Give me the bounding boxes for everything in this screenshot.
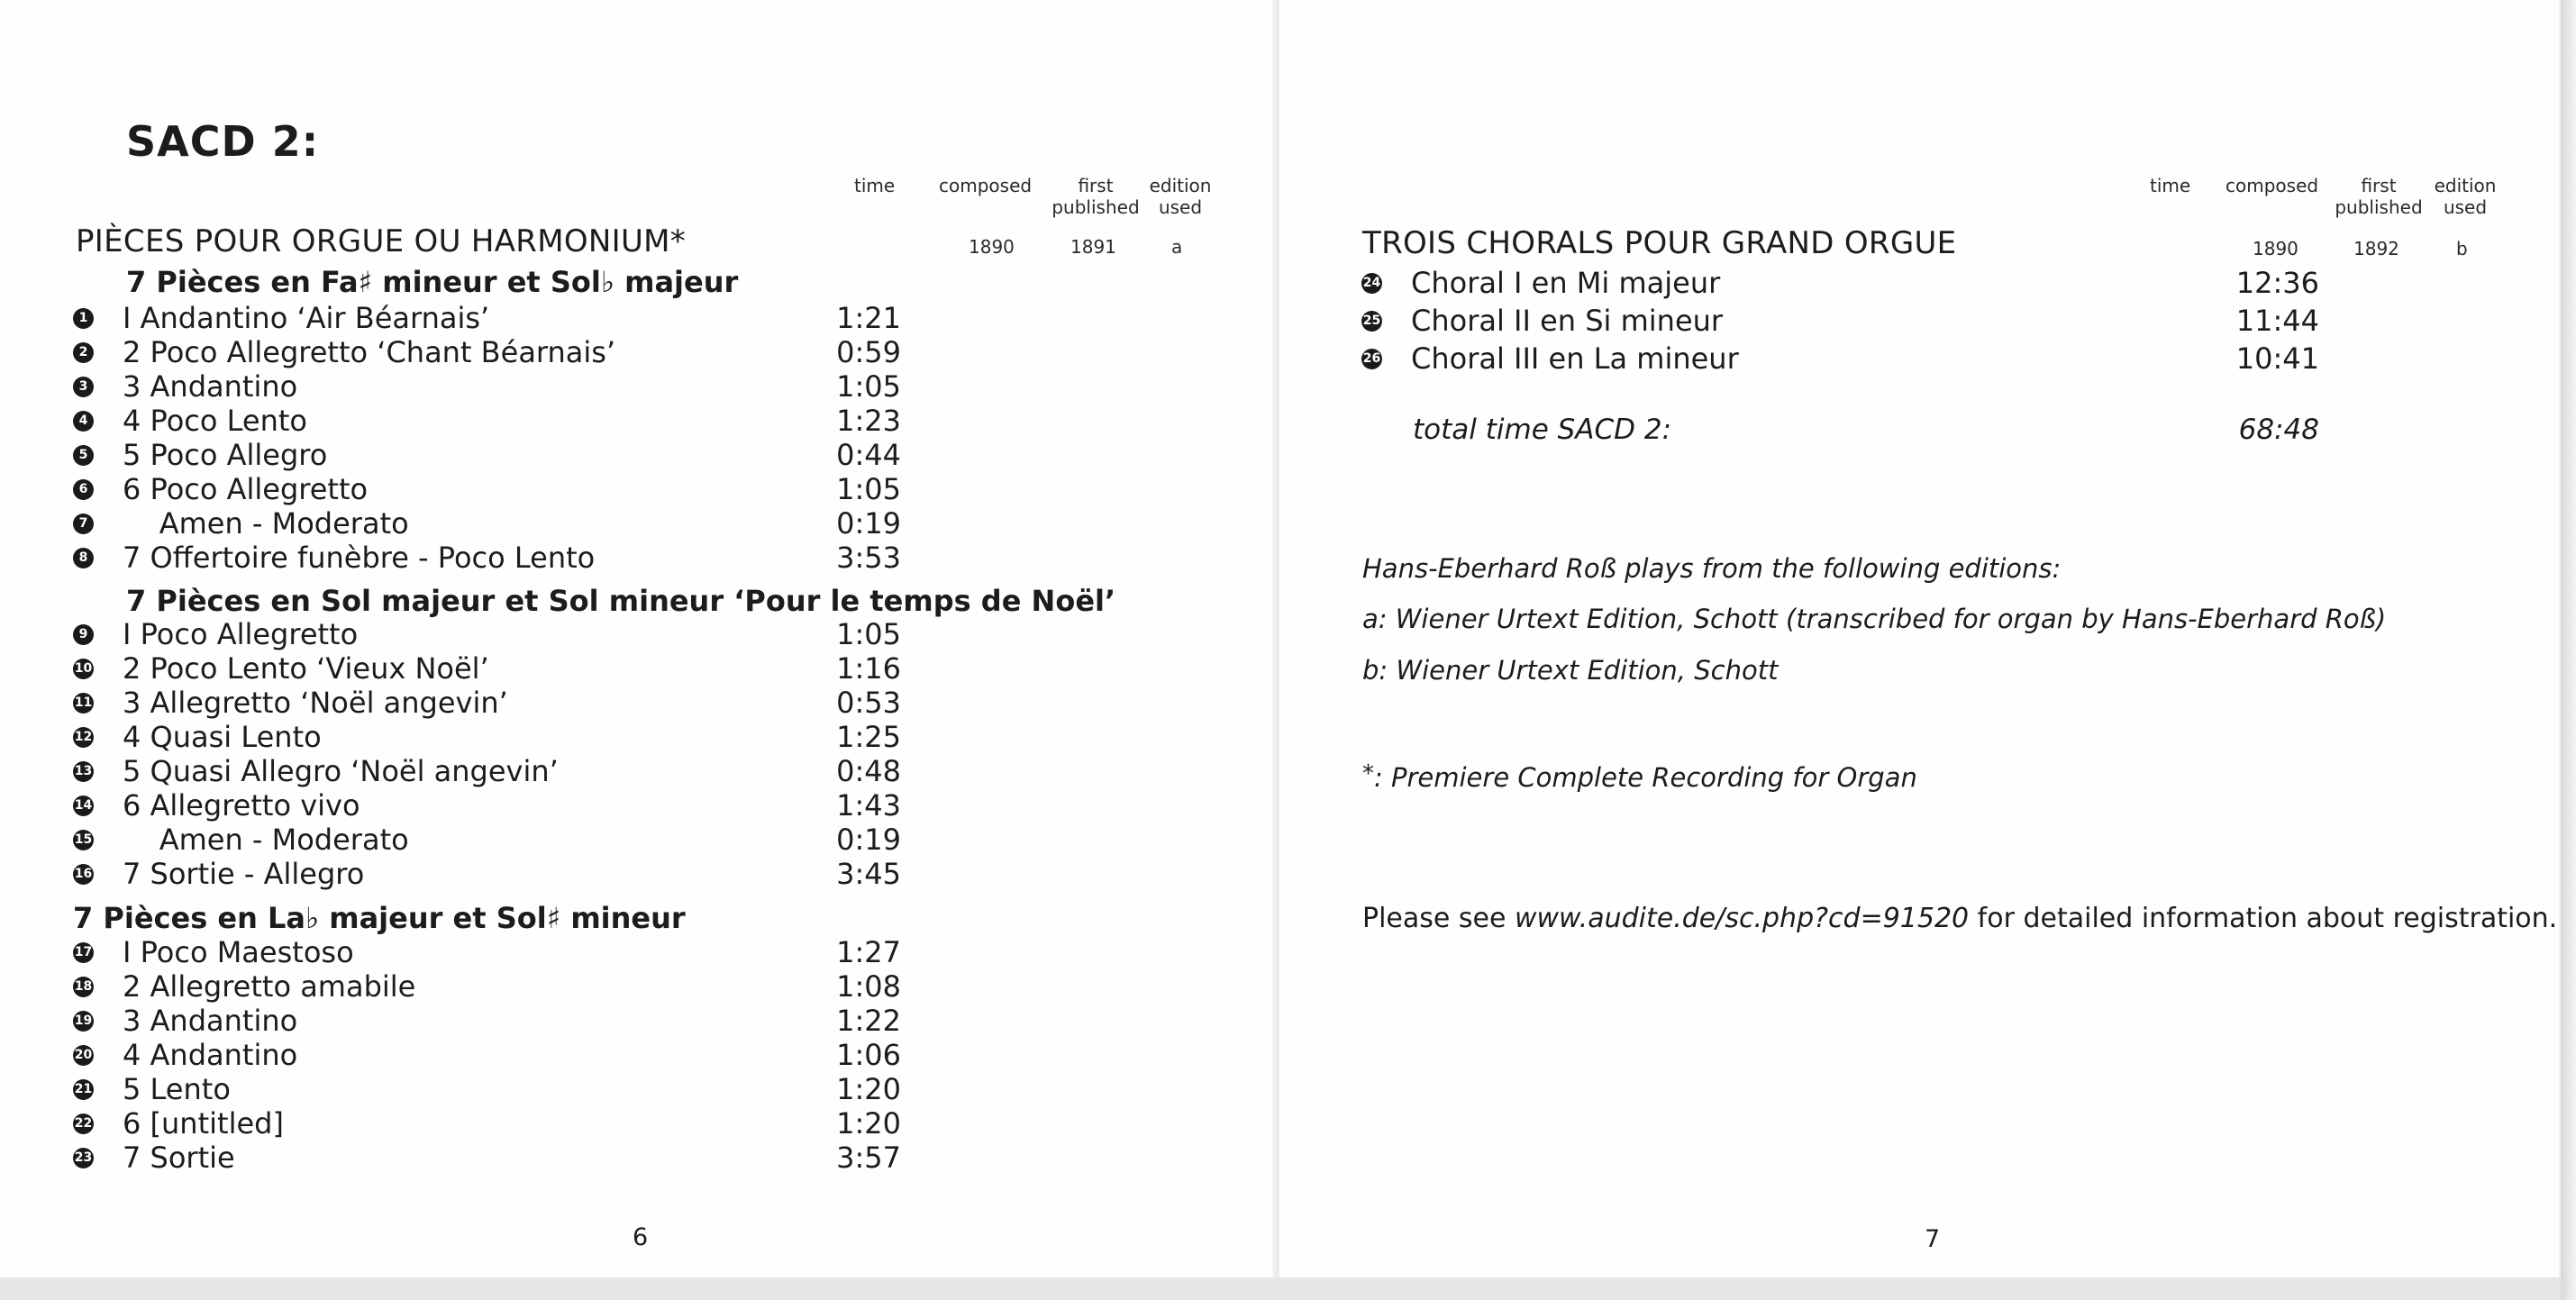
track-row — [0, 823, 991, 857]
premiere-note — [1362, 760, 1917, 793]
editions-intro: Hans-Eberhard Roß plays from the following editions: — [1362, 553, 2062, 584]
column-header-composed: composed — [2226, 175, 2319, 196]
track-title: 7 Sortie — [123, 1141, 235, 1175]
left-page — [0, 0, 1276, 1284]
track-row — [1279, 341, 2319, 376]
track-time: 12:36 — [2235, 266, 2319, 300]
track-row — [0, 1004, 991, 1038]
section-title: TROIS CHORALS POUR GRAND ORGUE — [1362, 225, 1957, 261]
group-heading: 7 Pièces en Fa♯ mineur et Sol♭ majeur — [126, 265, 739, 299]
track-title: 3 Allegretto ‘Noël angevin’ — [123, 686, 508, 720]
track-row — [0, 788, 991, 823]
track-row — [0, 541, 991, 575]
published-year: 1892 — [2353, 238, 2399, 259]
group-heading: 7 Pièces en La♭ majeur et Sol♯ mineur — [73, 901, 686, 935]
track-number-badge: 15 — [73, 830, 94, 850]
track-time: 0:59 — [836, 335, 901, 369]
track-number-badge: 10 — [73, 659, 94, 679]
track-title: 7 Offertoire funèbre - Poco Lento — [123, 541, 596, 575]
track-row — [0, 1141, 991, 1175]
track-title: Choral I en Mi majeur — [1411, 266, 1721, 300]
track-time: 3:53 — [836, 541, 901, 575]
track-title: 3 Andantino — [123, 369, 298, 404]
track-time: 3:45 — [836, 857, 901, 891]
sacd-title: SACD 2: — [126, 117, 320, 166]
track-number-badge: 1 — [73, 308, 94, 329]
track-time: 0:19 — [836, 506, 901, 541]
track-row — [0, 720, 991, 754]
track-time: 1:20 — [836, 1072, 901, 1106]
track-title: I Poco Allegretto — [123, 617, 359, 651]
track-number-badge: 25 — [1361, 311, 1382, 332]
track-time: 1:06 — [836, 1038, 901, 1072]
track-row — [0, 335, 991, 369]
track-title: 4 Poco Lento — [123, 404, 307, 438]
track-number-badge: 18 — [73, 977, 94, 997]
track-time: 1:23 — [836, 404, 901, 438]
track-number-badge: 23 — [73, 1148, 94, 1168]
track-time: 0:53 — [836, 686, 901, 720]
track-time: 1:43 — [836, 788, 901, 823]
track-number-badge: 21 — [73, 1079, 94, 1100]
track-row — [0, 301, 991, 335]
edition-a: a: Wiener Urtext Edition, Schott (transcribed for organ by Hans-Eberhard Roß) — [1362, 604, 2387, 634]
track-number-badge: 8 — [73, 548, 94, 568]
track-time: 1:08 — [836, 969, 901, 1004]
track-title: Amen - Moderato — [123, 823, 409, 857]
track-time: 1:05 — [836, 617, 901, 651]
track-row — [0, 651, 991, 686]
track-number-badge: 9 — [73, 624, 94, 645]
track-number-badge: 3 — [73, 377, 94, 397]
track-time: 0:48 — [836, 754, 901, 788]
track-title: I Andantino ‘Air Béarnais’ — [123, 301, 490, 335]
track-title: 2 Poco Lento ‘Vieux Noël’ — [123, 651, 489, 686]
track-title: 4 Andantino — [123, 1038, 298, 1072]
track-number-badge: 24 — [1361, 273, 1382, 294]
track-title: 6 Allegretto vivo — [123, 788, 360, 823]
page-number: 6 — [633, 1223, 649, 1251]
track-title: Choral III en La mineur — [1411, 341, 1739, 376]
group-heading: 7 Pièces en Sol majeur et Sol mineur ‘Pour le temps de Noël’ — [126, 584, 1116, 618]
column-header-first-published: first published — [2335, 175, 2423, 218]
track-time: 0:44 — [836, 438, 901, 472]
track-number-badge: 17 — [73, 942, 94, 963]
registration-note: Please see www.audite.de/sc.php?cd=91520 for detailed information about registration. — [1362, 903, 2558, 934]
track-number-badge: 14 — [73, 795, 94, 816]
track-number-badge: 12 — [73, 727, 94, 748]
track-title: 2 Allegretto amabile — [123, 969, 416, 1004]
track-title: 5 Poco Allegro — [123, 438, 328, 472]
track-number-badge: 22 — [73, 1114, 94, 1134]
track-time: 3:57 — [836, 1141, 901, 1175]
page-right-edge — [2561, 0, 2576, 1300]
track-row — [0, 1072, 991, 1106]
section-title: PIÈCES POUR ORGUE OU HARMONIUM* — [76, 223, 687, 259]
track-row — [1279, 304, 2319, 338]
track-time: 1:05 — [836, 472, 901, 506]
total-time-label: total time SACD 2: — [1413, 414, 1672, 446]
page-number: 7 — [1925, 1225, 1941, 1253]
published-year: 1891 — [1070, 236, 1116, 258]
track-title: 2 Poco Allegretto ‘Chant Béarnais’ — [123, 335, 616, 369]
column-header-composed: composed — [939, 175, 1033, 196]
track-number-badge: 13 — [73, 761, 94, 782]
track-title: Choral II en Si mineur — [1411, 304, 1724, 338]
right-page — [1279, 0, 2559, 1284]
edition-b: b: Wiener Urtext Edition, Schott — [1362, 655, 1779, 686]
column-header-time: time — [854, 175, 896, 196]
total-time-value: 68:48 — [2238, 414, 2319, 446]
track-title: 6 [untitled] — [123, 1106, 284, 1141]
track-time: 1:21 — [836, 301, 901, 335]
track-number-badge: 7 — [73, 514, 94, 534]
track-number-badge: 2 — [73, 342, 94, 363]
track-title: I Poco Maestoso — [123, 935, 354, 969]
track-row — [0, 506, 991, 541]
track-number-badge: 19 — [73, 1011, 94, 1032]
column-header-time: time — [2150, 175, 2191, 196]
track-title: 6 Poco Allegretto — [123, 472, 369, 506]
track-title: 7 Sortie - Allegro — [123, 857, 365, 891]
track-number-badge: 26 — [1361, 349, 1382, 369]
track-row — [0, 754, 991, 788]
track-time: 10:41 — [2235, 341, 2319, 376]
track-title: 5 Lento — [123, 1072, 231, 1106]
composed-year: 1890 — [969, 236, 1015, 258]
track-time: 11:44 — [2235, 304, 2319, 338]
track-row — [0, 686, 991, 720]
track-row — [0, 369, 991, 404]
track-row — [0, 935, 991, 969]
track-row — [0, 857, 991, 891]
track-number-badge: 20 — [73, 1045, 94, 1066]
registration-link[interactable]: www.audite.de/sc.php?cd=91520 — [1514, 903, 1970, 934]
premiere-asterisk: * — [1362, 760, 1374, 787]
composed-year: 1890 — [2253, 238, 2298, 259]
track-number-badge: 16 — [73, 864, 94, 885]
track-row — [0, 438, 991, 472]
track-time: 1:05 — [836, 369, 901, 404]
column-header-edition-used: edition used — [2434, 175, 2497, 218]
track-title: 4 Quasi Lento — [123, 720, 322, 754]
track-number-badge: 6 — [73, 479, 94, 500]
track-number-badge: 4 — [73, 411, 94, 432]
track-title: 3 Andantino — [123, 1004, 298, 1038]
track-row — [0, 472, 991, 506]
track-row — [0, 969, 991, 1004]
track-time: 1:25 — [836, 720, 901, 754]
track-row — [0, 1106, 991, 1141]
column-header-first-published: first published — [1051, 175, 1140, 218]
track-time: 1:20 — [836, 1106, 901, 1141]
edition-letter: b — [2456, 238, 2468, 259]
premiere-text: : Premiere Complete Recording for Organ — [1374, 762, 1917, 793]
track-time: 1:27 — [836, 935, 901, 969]
track-row — [0, 617, 991, 651]
track-title: 5 Quasi Allegro ‘Noël angevin’ — [123, 754, 559, 788]
track-row — [0, 404, 991, 438]
track-time: 1:16 — [836, 651, 901, 686]
track-row — [1279, 266, 2319, 300]
track-number-badge: 11 — [73, 693, 94, 714]
track-title: Amen - Moderato — [123, 506, 409, 541]
track-time: 1:22 — [836, 1004, 901, 1038]
track-time: 0:19 — [836, 823, 901, 857]
edition-letter: a — [1171, 236, 1183, 258]
track-number-badge: 5 — [73, 445, 94, 466]
page-bottom-edge — [0, 1277, 2576, 1300]
track-row — [0, 1038, 991, 1072]
column-header-edition-used: edition used — [1149, 175, 1212, 218]
